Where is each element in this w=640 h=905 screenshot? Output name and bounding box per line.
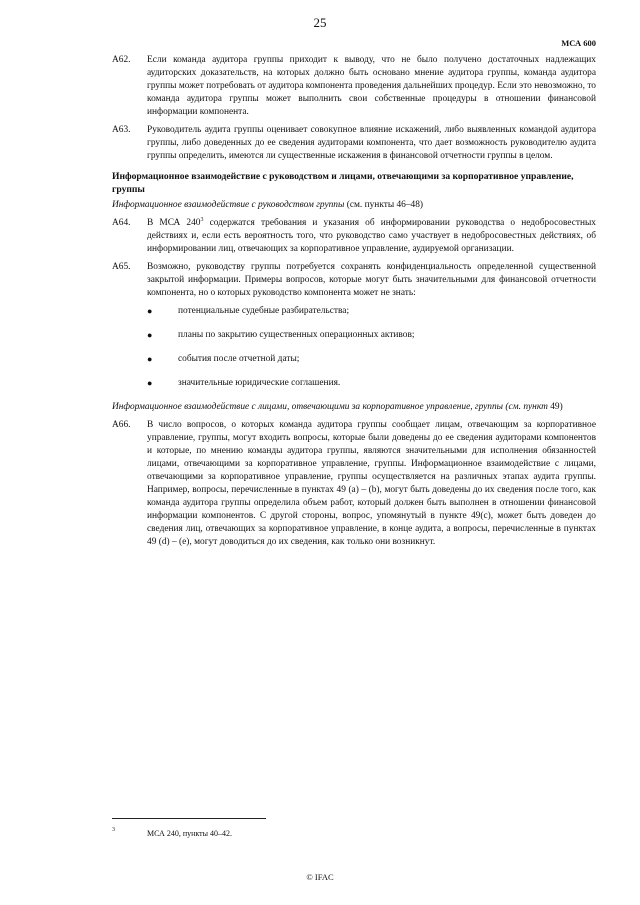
copyright-notice: © IFAC: [306, 872, 334, 882]
bullet-icon: ●: [147, 330, 153, 340]
footnote-divider: [112, 818, 266, 819]
paragraph-a63: [112, 124, 596, 163]
footnote-mark: 3: [112, 827, 115, 833]
bullet-icon: ●: [147, 354, 153, 364]
bullet-text: потенциальные судебные разбирательства;: [178, 306, 350, 316]
paragraph-text-rest: содержатся требования и указания об информировании руководства о недобросовестных действиях и, если есть вероятность того, что руководство само участвует в недобросовестных действиях, об информировании лиц, отвечающих за корпоративное управление, аудируемой организации.: [147, 218, 596, 254]
subheading-reference: 49): [547, 402, 563, 412]
subheading-governance: [112, 401, 596, 414]
paragraph-text: Если команда аудитора группы приходит к выводу, что не было получено достаточных надлежащих аудиторских доказательств, на которых должно быть основано мнение аудитора группы, команда аудитора группы может потребовать от аудитора компонента проведения дальнейших процедур. Если это невозможно, то команда аудитора группы может выполнить свои собственные процедуры в отношении финансовой информации компонента.: [147, 55, 596, 117]
bullet-item: [147, 377, 596, 390]
paragraph-a65: [112, 261, 596, 300]
page-number: 25: [313, 15, 327, 30]
paragraph-text: Руководитель аудита группы оценивает совокупное влияние искажений, либо выявленных командой аудитора группы, либо доведенных до ее сведения аудиторами компонента, что дает возможность руководителю аудита группы определить, имеются ли существенные искажения в финансовой отчетности группы в целом.: [147, 125, 596, 161]
paragraph-number: A63.: [112, 125, 131, 135]
paragraph-a62: [112, 54, 596, 119]
footnote: [112, 827, 233, 838]
bullet-item: [147, 329, 596, 342]
subheading-management: [112, 199, 596, 212]
standard-code: МСА 600: [561, 38, 596, 48]
section-heading: Информационное взаимодействие с руководством и лицами, отвечающими за корпоративное управление, группы: [112, 171, 574, 195]
bullet-text: значительные юридические соглашения.: [178, 378, 341, 388]
bullet-list: [112, 305, 596, 390]
paragraph-text: Возможно, руководству группы потребуется сохранять конфиденциальность определенной существенной закрытой информации. Примеры вопросов, которые могут быть значительными для финансовой отчетности компонента, но о которых руководство компонента может не знать:: [147, 262, 596, 298]
bullet-item: [147, 353, 596, 366]
paragraph-number: A62.: [112, 55, 131, 65]
paragraph-text: [147, 217, 596, 256]
bullet-icon: ●: [147, 306, 153, 316]
paragraph-text-start: В МСА 240: [147, 218, 201, 228]
paragraph-number: A66.: [112, 420, 131, 430]
paragraph-text: В число вопросов, о которых команда аудитора группы сообщает лицам, отвечающим за корпоративное управление, группы, могут входить вопросы, которые были доведены до ее сведения аудиторами компонентов и которые, по мнению команды аудитора группы, являются значительными для исполнения обязанностей лицами, отвечающими за корпоративное управление, группы. Информационное взаимодействие с лицами, отвечающими за корпоративное управление, группы осуществляется на различных этапах аудита группы. Например, вопросы, перечисленные в пунктах 49 (a) – (b), могут быть доведены до их сведения после того, как команда аудитора группы определила объем работ, который должен быть выполнен в отношении финансовой информации компонентов. С другой стороны, вопрос, упомянутый в пункте 49(c), может быть доведен до сведения лиц, отвечающих за корпоративное управление, в конце аудита, а вопросы, перечисленные в пунктах 49 (d) – (e), могут доводиться до их сведения, как только они возникнут.: [147, 420, 596, 547]
bullet-item: [147, 305, 596, 318]
subheading-italic: Информационное взаимодействие с лицами, отвечающими за корпоративное управление, группы (см. пункт: [112, 402, 548, 412]
subheading-italic: Информационное взаимодействие с руководством группы: [112, 200, 345, 210]
paragraph-number: A65.: [112, 262, 131, 272]
paragraph-a66: [112, 419, 596, 549]
paragraph-a64: [112, 217, 596, 256]
bullet-icon: ●: [147, 378, 153, 388]
bullet-text: планы по закрытию существенных операционных активов;: [178, 330, 415, 340]
footnote-reference: 3: [200, 216, 204, 223]
bullet-text: события после отчетной даты;: [178, 354, 300, 364]
subheading-reference: (см. пункты 46–48): [344, 200, 424, 210]
paragraph-number: A64.: [112, 218, 131, 228]
page-content: [112, 54, 596, 554]
footnote-text: МСА 240, пункты 40–42.: [147, 829, 233, 838]
